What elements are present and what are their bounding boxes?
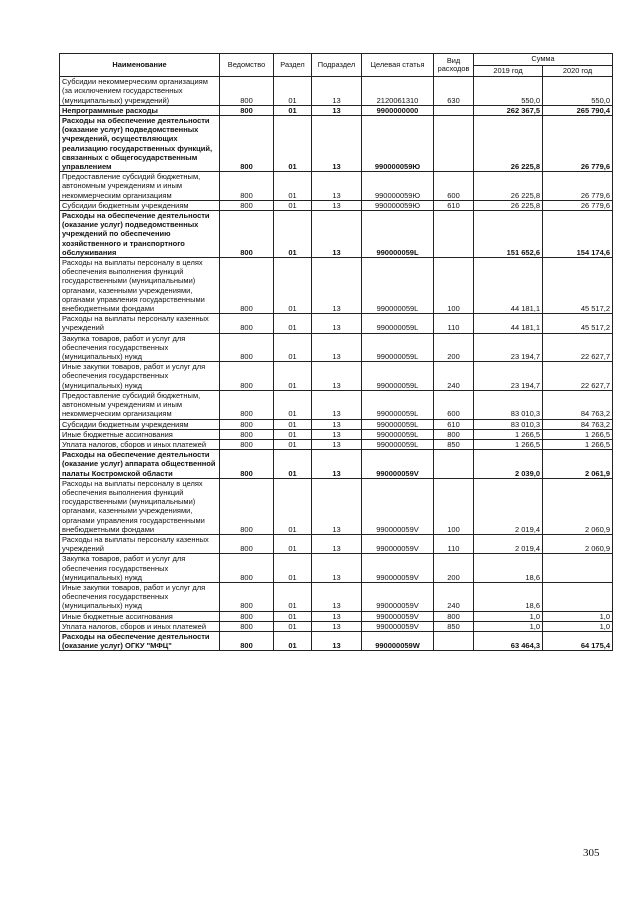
cell-section: 01 — [274, 419, 312, 429]
cell-subsection: 13 — [312, 429, 362, 439]
cell-target-article: 990000059Ю — [362, 172, 434, 201]
cell-target-article: 990000059V — [362, 534, 434, 553]
cell-sum-2019: 83 010,3 — [474, 419, 543, 429]
cell-expense-type: 100 — [434, 258, 474, 314]
cell-expense-type: 240 — [434, 362, 474, 391]
cell-name: Закупка товаров, работ и услуг для обеспечения государственных (муниципальных) нужд — [60, 554, 220, 583]
cell-sum-2020: 45 517,2 — [543, 314, 613, 333]
cell-sum-2019: 550,0 — [474, 77, 543, 106]
cell-section: 01 — [274, 258, 312, 314]
cell-department: 800 — [220, 429, 274, 439]
cell-section: 01 — [274, 582, 312, 611]
cell-expense-type: 600 — [434, 390, 474, 419]
cell-expense-type: 630 — [434, 77, 474, 106]
cell-name: Предоставление субсидий бюджетным, автономным учреждениям и иным некоммерческим организациям — [60, 390, 220, 419]
cell-expense-type: 200 — [434, 333, 474, 362]
cell-name: Расходы на выплаты персоналу казенных учреждений — [60, 314, 220, 333]
cell-expense-type: 200 — [434, 554, 474, 583]
cell-name: Субсидии бюджетным учреждениям — [60, 419, 220, 429]
cell-department: 800 — [220, 77, 274, 106]
table-row — [60, 439, 613, 449]
cell-subsection: 13 — [312, 439, 362, 449]
table-row — [60, 77, 613, 106]
header-sum: Сумма — [474, 54, 613, 66]
cell-sum-2020: 26 779,6 — [543, 200, 613, 210]
cell-name: Субсидии некоммерческим организациям (за исключением государственных (муниципальных) учреждений) — [60, 77, 220, 106]
cell-target-article: 990000059V — [362, 450, 434, 479]
cell-department: 800 — [220, 333, 274, 362]
table-row — [60, 478, 613, 534]
cell-sum-2020: 22 627,7 — [543, 362, 613, 391]
cell-name: Иные закупки товаров, работ и услуг для обеспечения государственных (муниципальных) нужд — [60, 362, 220, 391]
cell-sum-2020: 1 266,5 — [543, 439, 613, 449]
cell-expense-type: 800 — [434, 611, 474, 621]
cell-sum-2020: 22 627,7 — [543, 333, 613, 362]
cell-target-article: 990000059L — [362, 362, 434, 391]
cell-department: 800 — [220, 534, 274, 553]
budget-table-sheet — [59, 53, 612, 651]
cell-name: Расходы на выплаты персоналу в целях обеспечения выполнения функций государственными (муниципальными) органами, казенными учреждениями, органами управления государственными внебюджетными фондами — [60, 478, 220, 534]
cell-target-article: 990000059V — [362, 621, 434, 631]
cell-sum-2019: 151 652,6 — [474, 211, 543, 258]
cell-expense-type: 610 — [434, 200, 474, 210]
cell-section: 01 — [274, 554, 312, 583]
table-row — [60, 116, 613, 172]
cell-sum-2020 — [543, 554, 613, 583]
cell-section: 01 — [274, 631, 312, 650]
cell-sum-2019: 1,0 — [474, 611, 543, 621]
cell-name: Расходы на выплаты персоналу казенных учреждений — [60, 534, 220, 553]
cell-subsection: 13 — [312, 611, 362, 621]
cell-name: Непрограммные расходы — [60, 105, 220, 115]
cell-section: 01 — [274, 429, 312, 439]
cell-sum-2020: 2 060,9 — [543, 478, 613, 534]
cell-expense-type: 800 — [434, 429, 474, 439]
cell-department: 800 — [220, 211, 274, 258]
cell-subsection: 13 — [312, 534, 362, 553]
cell-subsection: 13 — [312, 450, 362, 479]
cell-expense-type: 110 — [434, 534, 474, 553]
page-number: 305 — [583, 847, 600, 859]
cell-subsection: 13 — [312, 200, 362, 210]
cell-department: 800 — [220, 362, 274, 391]
header-department: Ведомство — [220, 54, 274, 77]
cell-target-article: 990000059L — [362, 419, 434, 429]
cell-target-article: 2120061310 — [362, 77, 434, 106]
table-row — [60, 390, 613, 419]
table-body — [60, 77, 613, 651]
cell-sum-2019: 1 266,5 — [474, 439, 543, 449]
cell-target-article: 990000059L — [362, 258, 434, 314]
cell-target-article: 990000059V — [362, 611, 434, 621]
cell-sum-2019: 26 225,8 — [474, 200, 543, 210]
cell-subsection: 13 — [312, 582, 362, 611]
cell-expense-type: 850 — [434, 439, 474, 449]
table-row — [60, 582, 613, 611]
cell-target-article: 990000059L — [362, 390, 434, 419]
cell-target-article: 990000059L — [362, 211, 434, 258]
header-expense-type: Вид расходов — [434, 54, 474, 77]
cell-target-article: 990000059V — [362, 478, 434, 534]
cell-section: 01 — [274, 172, 312, 201]
cell-section: 01 — [274, 478, 312, 534]
header-target-article: Целевая статья — [362, 54, 434, 77]
header-section: Раздел — [274, 54, 312, 77]
cell-sum-2019: 63 464,3 — [474, 631, 543, 650]
cell-subsection: 13 — [312, 211, 362, 258]
table-row — [60, 172, 613, 201]
table-row — [60, 429, 613, 439]
cell-subsection: 13 — [312, 362, 362, 391]
cell-target-article: 990000059Ю — [362, 200, 434, 210]
cell-sum-2019: 2 019,4 — [474, 478, 543, 534]
cell-department: 800 — [220, 116, 274, 172]
cell-expense-type: 240 — [434, 582, 474, 611]
cell-name: Расходы на обеспечение деятельности (оказание услуг) подведомственных учреждений по обеспечению хозяйственного и транспортного обслуживания — [60, 211, 220, 258]
cell-department: 800 — [220, 200, 274, 210]
cell-name: Расходы на обеспечение деятельности (оказание услуг) ОГКУ "МФЦ" — [60, 631, 220, 650]
cell-sum-2020: 2 060,9 — [543, 534, 613, 553]
table-row — [60, 419, 613, 429]
cell-department: 800 — [220, 621, 274, 631]
cell-name: Закупка товаров, работ и услуг для обеспечения государственных (муниципальных) нужд — [60, 333, 220, 362]
cell-section: 01 — [274, 390, 312, 419]
cell-subsection: 13 — [312, 631, 362, 650]
table-row — [60, 631, 613, 650]
cell-department: 800 — [220, 582, 274, 611]
cell-target-article: 990000059Ю — [362, 116, 434, 172]
cell-section: 01 — [274, 611, 312, 621]
table-row — [60, 314, 613, 333]
cell-section: 01 — [274, 77, 312, 106]
cell-sum-2019: 2 039,0 — [474, 450, 543, 479]
cell-target-article: 990000059V — [362, 554, 434, 583]
cell-department: 800 — [220, 631, 274, 650]
header-name: Наименование — [60, 54, 220, 77]
cell-subsection: 13 — [312, 554, 362, 583]
table-row — [60, 534, 613, 553]
cell-subsection: 13 — [312, 419, 362, 429]
table-row — [60, 554, 613, 583]
cell-department: 800 — [220, 172, 274, 201]
cell-department: 800 — [220, 105, 274, 115]
cell-section: 01 — [274, 116, 312, 172]
cell-expense-type: 850 — [434, 621, 474, 631]
cell-expense-type — [434, 450, 474, 479]
cell-sum-2020: 84 763,2 — [543, 419, 613, 429]
cell-sum-2020: 45 517,2 — [543, 258, 613, 314]
cell-department: 800 — [220, 258, 274, 314]
cell-name: Расходы на обеспечение деятельности (оказание услуг) аппарата общественной палаты Костромской области — [60, 450, 220, 479]
cell-subsection: 13 — [312, 172, 362, 201]
cell-name: Расходы на обеспечение деятельности (оказание услуг) подведомственных учреждений, осуществляющих реализацию государственных функций, связанных с общегосударственным управлением — [60, 116, 220, 172]
cell-sum-2020: 1,0 — [543, 621, 613, 631]
cell-department: 800 — [220, 478, 274, 534]
cell-section: 01 — [274, 362, 312, 391]
cell-sum-2019: 18,6 — [474, 582, 543, 611]
cell-target-article: 9900000000 — [362, 105, 434, 115]
cell-subsection: 13 — [312, 621, 362, 631]
cell-sum-2019: 18,6 — [474, 554, 543, 583]
cell-name: Иные бюджетные ассигнования — [60, 611, 220, 621]
cell-department: 800 — [220, 554, 274, 583]
cell-subsection: 13 — [312, 478, 362, 534]
cell-sum-2019: 23 194,7 — [474, 333, 543, 362]
cell-name: Уплата налогов, сборов и иных платежей — [60, 439, 220, 449]
cell-subsection: 13 — [312, 258, 362, 314]
table-row — [60, 333, 613, 362]
cell-sum-2019: 83 010,3 — [474, 390, 543, 419]
cell-expense-type — [434, 105, 474, 115]
cell-subsection: 13 — [312, 390, 362, 419]
budget-table — [59, 53, 613, 651]
cell-sum-2019: 1,0 — [474, 621, 543, 631]
cell-sum-2020: 550,0 — [543, 77, 613, 106]
cell-department: 800 — [220, 390, 274, 419]
cell-target-article: 990000059V — [362, 582, 434, 611]
cell-subsection: 13 — [312, 77, 362, 106]
cell-name: Предоставление субсидий бюджетным, автономным учреждениям и иным некоммерческим организациям — [60, 172, 220, 201]
cell-sum-2020: 1 266,5 — [543, 429, 613, 439]
cell-section: 01 — [274, 314, 312, 333]
cell-section: 01 — [274, 621, 312, 631]
cell-department: 800 — [220, 419, 274, 429]
table-row — [60, 450, 613, 479]
table-row — [60, 362, 613, 391]
header-year-2019: 2019 год — [474, 65, 543, 77]
cell-expense-type: 610 — [434, 419, 474, 429]
cell-sum-2019: 26 225,8 — [474, 172, 543, 201]
cell-sum-2020: 265 790,4 — [543, 105, 613, 115]
cell-sum-2019: 44 181,1 — [474, 258, 543, 314]
header-subsection: Подраздел — [312, 54, 362, 77]
cell-subsection: 13 — [312, 333, 362, 362]
cell-department: 800 — [220, 314, 274, 333]
cell-subsection: 13 — [312, 116, 362, 172]
cell-name: Иные закупки товаров, работ и услуг для обеспечения государственных (муниципальных) нужд — [60, 582, 220, 611]
cell-sum-2019: 23 194,7 — [474, 362, 543, 391]
cell-department: 800 — [220, 611, 274, 621]
cell-target-article: 990000059L — [362, 439, 434, 449]
cell-expense-type: 110 — [434, 314, 474, 333]
cell-section: 01 — [274, 105, 312, 115]
cell-department: 800 — [220, 450, 274, 479]
cell-name: Уплата налогов, сборов и иных платежей — [60, 621, 220, 631]
cell-section: 01 — [274, 200, 312, 210]
cell-name: Иные бюджетные ассигнования — [60, 429, 220, 439]
cell-expense-type — [434, 116, 474, 172]
cell-sum-2019: 26 225,8 — [474, 116, 543, 172]
cell-expense-type: 600 — [434, 172, 474, 201]
cell-sum-2020: 154 174,6 — [543, 211, 613, 258]
cell-sum-2019: 1 266,5 — [474, 429, 543, 439]
cell-expense-type — [434, 211, 474, 258]
cell-sum-2020: 26 779,6 — [543, 116, 613, 172]
cell-department: 800 — [220, 439, 274, 449]
cell-sum-2020: 26 779,6 — [543, 172, 613, 201]
table-row — [60, 611, 613, 621]
cell-sum-2020: 1,0 — [543, 611, 613, 621]
cell-sum-2020 — [543, 582, 613, 611]
cell-section: 01 — [274, 211, 312, 258]
cell-target-article: 990000059L — [362, 429, 434, 439]
header-year-2020: 2020 год — [543, 65, 613, 77]
cell-subsection: 13 — [312, 314, 362, 333]
table-row — [60, 211, 613, 258]
cell-target-article: 990000059W — [362, 631, 434, 650]
cell-expense-type — [434, 631, 474, 650]
table-row — [60, 200, 613, 210]
table-row — [60, 105, 613, 115]
table-row — [60, 621, 613, 631]
table-row — [60, 258, 613, 314]
cell-section: 01 — [274, 450, 312, 479]
cell-name: Субсидии бюджетным учреждениям — [60, 200, 220, 210]
cell-section: 01 — [274, 333, 312, 362]
cell-name: Расходы на выплаты персоналу в целях обеспечения выполнения функций государственными (муниципальными) органами, казенными учреждениями, органами управления государственными внебюджетными фондами — [60, 258, 220, 314]
cell-expense-type: 100 — [434, 478, 474, 534]
cell-sum-2020: 84 763,2 — [543, 390, 613, 419]
cell-subsection: 13 — [312, 105, 362, 115]
cell-sum-2019: 262 367,5 — [474, 105, 543, 115]
cell-sum-2020: 64 175,4 — [543, 631, 613, 650]
cell-target-article: 990000059L — [362, 314, 434, 333]
cell-target-article: 990000059L — [362, 333, 434, 362]
cell-sum-2019: 44 181,1 — [474, 314, 543, 333]
cell-section: 01 — [274, 534, 312, 553]
cell-sum-2020: 2 061,9 — [543, 450, 613, 479]
cell-section: 01 — [274, 439, 312, 449]
cell-sum-2019: 2 019,4 — [474, 534, 543, 553]
